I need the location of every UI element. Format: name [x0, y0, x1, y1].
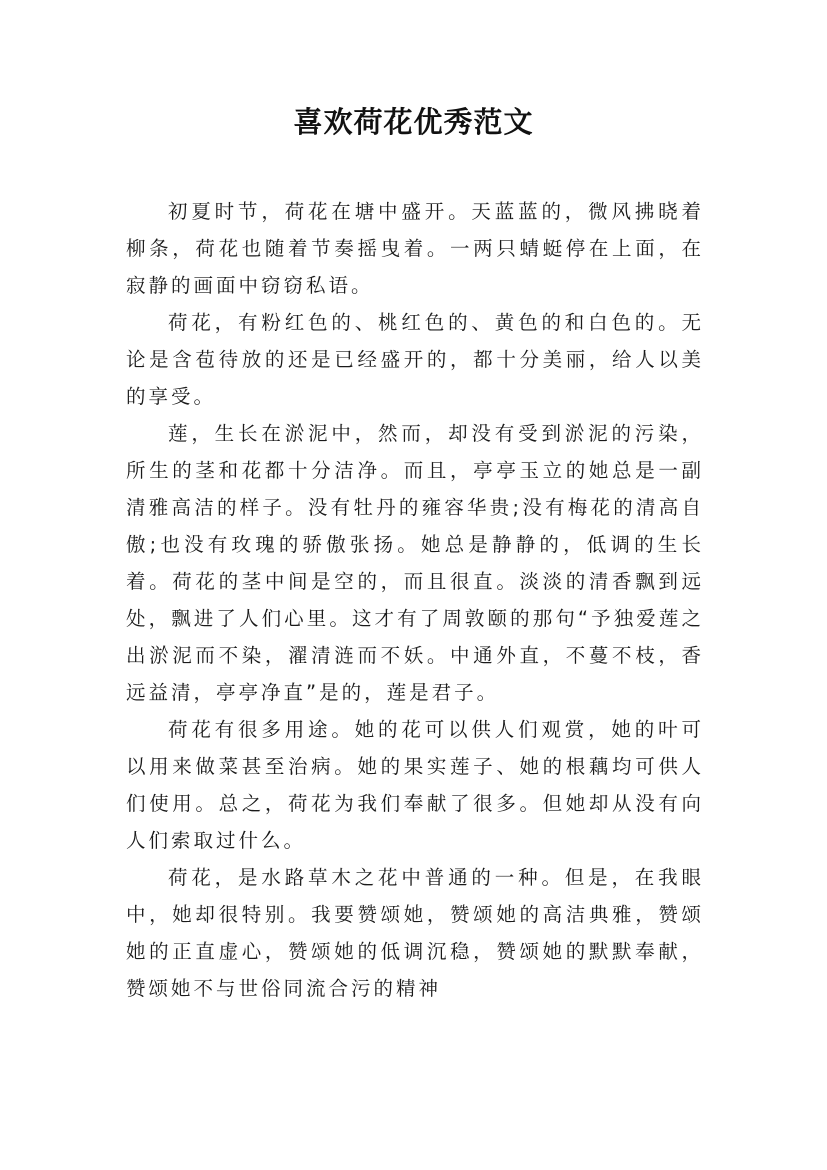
document-body: [126, 193, 704, 1007]
paragraph-1: 初夏时节，荷花在塘中盛开。天蓝蓝的，微风拂晓着柳条，荷花也随着节奏摇曳着。一两只蜻蜓停在上面，在寂静的画面中窃窃私语。: [126, 200, 704, 297]
page-title: 喜欢荷花优秀范文: [293, 105, 534, 139]
paragraph-4: 荷花有很多用途。她的花可以供人们观赏，她的叶可以用来做菜甚至治病。她的果实莲子、她的根藕均可供人们使用。总之，荷花为我们奉献了很多。但她却从没有向人们索取过什么。: [126, 718, 704, 852]
paragraph-2: 荷花，有粉红色的、桃红色的、黄色的和白色的。无论是含苞待放的还是已经盛开的，都十分美丽，给人以美的享受。: [126, 311, 704, 408]
paragraph-5: 荷花，是水路草木之花中普通的一种。但是，在我眼中，她却很特别。我要赞颂她，赞颂她的高洁典雅，赞颂她的正直虚心，赞颂她的低调沉稳，赞颂她的默默奉献，赞颂她不与世俗同流合污的精神: [126, 866, 704, 1000]
paragraph-3: 莲，生长在淤泥中，然而，却没有受到淤泥的污染，所生的茎和花都十分洁净。而且，亭亭玉立的她总是一副清雅高洁的样子。没有牡丹的雍容华贵;没有梅花的清高自傲;也没有玫瑰的骄傲张扬。她总是静静的，低调的生长着。荷花的茎中间是空的，而且很直。淡淡的清香飘到远处，飘进了人们心里。这才有了周敦颐的那句“予独爱莲之出淤泥而不染，濯清涟而不妖。中通外直，不蔓不枝，香远益清，亭亭净直”是的，莲是君子。: [126, 422, 704, 704]
